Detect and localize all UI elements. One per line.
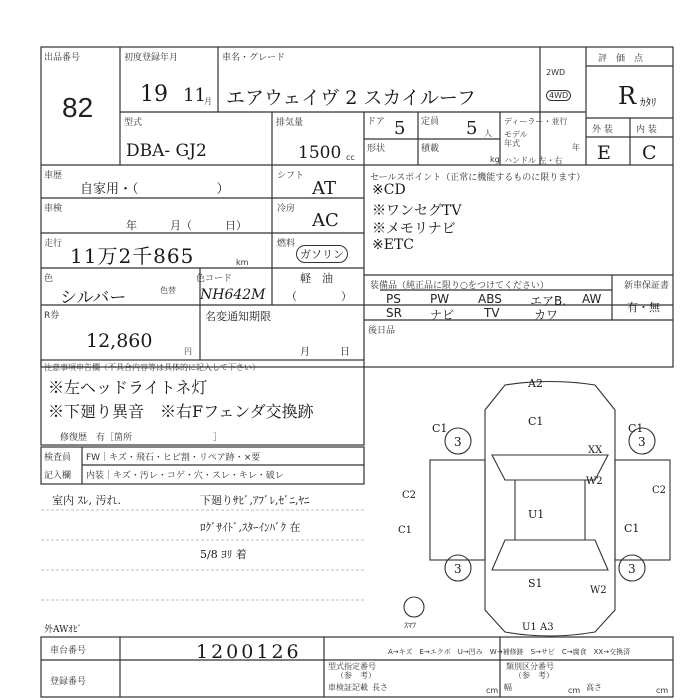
category-label: 類別区分番号 [506, 662, 554, 671]
diagram-mark-c1-top: C1 [528, 415, 544, 428]
rating-note: ｶﾀﾘ [640, 96, 657, 109]
aircon-label: 冷房 [277, 204, 296, 214]
inspector-label-1: 検査員 [44, 453, 72, 463]
color-code-label: 色コード [196, 274, 233, 284]
load-label: 積載 [421, 144, 440, 154]
ref-label-2: （参 考） [514, 671, 554, 680]
length-label: 長さ [372, 683, 388, 692]
model-year-label: モデル 年式 [504, 130, 528, 148]
fuel-paren: （ ） [286, 290, 352, 303]
inspector-note-right-1: 下廻りｻﾋﾞ,ｱﾌﾞﾚ,ｾﾞﾆ,ﾔﾆ [200, 494, 310, 507]
inspection-value: 年 月（ 日） [126, 219, 247, 232]
first-reg-month: 11 [183, 85, 206, 106]
capacity-value: 5 [466, 118, 478, 139]
diagram-mark-w2-lower: W2 [590, 585, 607, 596]
recycle-label: R券 [44, 311, 60, 321]
equip-abs: ABS [478, 292, 502, 306]
inspection-row-1: FW｜キズ・飛石・ヒビ割・リペア跡・×要 [86, 453, 261, 463]
dealer-label: ディーラー・並行 [504, 117, 568, 126]
drive-2wd: 2WD [546, 68, 566, 77]
displacement-unit: cc [346, 153, 355, 162]
inspector-note-left: 室内 ｽﾚ, 汚れ. [52, 494, 121, 507]
diagram-mark-3-fl: 3 [454, 435, 462, 449]
inspector-note-right-3: 5/8 ﾖﾘ 着 [200, 548, 247, 561]
exterior-grade: E [597, 142, 611, 164]
fuel-light: 軽 油 [300, 272, 333, 285]
shift-label: シフト [277, 171, 305, 181]
diagram-mark-c1-mid: C1 [624, 522, 640, 535]
notice-label: 名変通知期限 [205, 310, 271, 323]
exterior-label: 外 装 [592, 125, 613, 135]
height-cm: cm [656, 686, 669, 695]
width-label: 幅 [504, 683, 512, 692]
color-value: シルバー [60, 288, 127, 308]
equip-navi: ナビ [430, 308, 455, 322]
fuel-label: 燃料 [277, 239, 296, 249]
inspection-row-2: 内装｜キズ・汚レ・コゲ・穴・スレ・キレ・破レ [86, 471, 284, 481]
inspection-date-label: 車検証記載 [328, 683, 368, 692]
equip-airbag: エアB. [530, 294, 567, 308]
diagram-mark-c1-right: C1 [628, 422, 644, 435]
recycle-value: 12,860 [86, 330, 153, 352]
door-value: 5 [394, 118, 406, 139]
chassis-value: 1200126 [196, 641, 302, 663]
rating-label: 評 価 点 [598, 54, 644, 64]
drive-4wd-circled: 4WD [546, 90, 571, 101]
diagram-mark-s1: S1 [528, 577, 543, 590]
interior-label: 内 装 [636, 125, 657, 135]
diagram-mark-c2-left: C2 [402, 490, 417, 501]
length-cm: cm [486, 686, 499, 695]
car-name: エアウェイヴ 2 スカイルーフ [226, 87, 476, 109]
diagram-mark-u1-a3: U1 A3 [522, 622, 554, 633]
selling-point-1: ※CD [372, 182, 406, 198]
diagram-mark-c1-left-side: C1 [398, 525, 413, 536]
selling-points-label: セールスポイント（正常に機能するものに限ります） [370, 173, 586, 183]
rear-label: 後日品 [368, 326, 396, 336]
handle-label: ハンドル 左・右 [504, 156, 563, 165]
equip-leather: カワ [534, 308, 559, 322]
equip-ps: PS [386, 292, 401, 306]
diagram-mark-3-rr: 3 [628, 562, 636, 576]
displacement-label: 排気量 [276, 118, 304, 128]
equip-pw: PW [430, 292, 450, 306]
width-cm: cm [568, 686, 581, 695]
notes-label: 注意事項申告欄（不具合内容等は具体的に記入して下さい） [44, 363, 260, 372]
mileage-value: 11万2千865 [70, 244, 195, 268]
mileage-label: 走行 [44, 239, 63, 249]
mileage-unit: km [236, 258, 249, 267]
warranty-value: 有・無 [627, 301, 660, 314]
diagram-mark-3-fr: 3 [638, 435, 646, 449]
first-reg-label: 初度登録年月 [124, 53, 179, 63]
damage-legend: A→キズ E→エクボ U→凹み W→補修跡 S→サビ C→腐食 XX→交換済 [388, 648, 631, 656]
diagram-mark-w2-upper: W2 [586, 476, 603, 487]
car-name-label: 車名・グレード [222, 53, 286, 63]
type-designation-label: 型式指定番号 [328, 662, 376, 671]
notes-line-2: ※下廻り異音 ※右Fフェンダ交換跡 [48, 402, 314, 421]
load-unit: kg [490, 155, 500, 164]
door-label: ドア [367, 117, 385, 127]
color-label: 色 [44, 274, 54, 284]
equipment-label: 装備品（純正品に限り○をつけてください） [370, 281, 549, 291]
recycle-unit: 円 [184, 347, 192, 356]
rating-value: R [618, 82, 637, 110]
selling-point-2: ※ワンセグTV [372, 203, 462, 219]
height-label: 高さ [586, 683, 602, 692]
selling-point-4: ※ETC [372, 237, 414, 253]
lot-number: 82 [62, 92, 94, 123]
diagram-mark-3-rl: 3 [454, 562, 462, 576]
capacity-label: 定員 [421, 117, 440, 127]
notes-line-1: ※左ヘッドライトネ灯 [48, 378, 208, 397]
color-change-label: 色替 [160, 286, 176, 295]
model-label: 型式 [124, 118, 143, 128]
notice-value: 月 日 [300, 347, 350, 358]
history-value: 自家用・（ ） [80, 182, 230, 197]
diagram-mark-u1: U1 [528, 508, 545, 521]
equip-tv: TV [484, 306, 500, 320]
footer-small-note: 外AWｵﾋﾞ [44, 625, 82, 635]
selling-point-3: ※メモリナビ [372, 221, 456, 237]
diagram-mark-xx: XX [588, 445, 603, 456]
fuel-gas-circled: ガソリン [296, 245, 348, 263]
chassis-label: 車台番号 [50, 646, 87, 656]
ref-label: （参 考） [336, 671, 376, 680]
shift-value: AT [312, 178, 337, 199]
shape-label: 形状 [367, 144, 386, 154]
interior-grade: C [642, 142, 657, 164]
equip-sr: SR [386, 306, 402, 320]
diagram-mark-c1-left: C1 [432, 422, 448, 435]
tire-note: ｽﾏﾌ [404, 621, 416, 630]
diagram-mark-c2-right: C2 [652, 485, 667, 496]
first-reg-year: 19 [140, 82, 168, 107]
diagram-mark-a2: A2 [528, 377, 543, 390]
displacement-value: 1500 [298, 143, 342, 163]
registration-label: 登録番号 [50, 677, 87, 687]
model-value: DBA- GJ2 [126, 141, 207, 161]
history-label: 車歴 [44, 171, 63, 181]
lot-label: 出品番号 [44, 53, 81, 63]
inspection-label: 車検 [44, 204, 63, 214]
inspector-note-right-2: ﾛｸﾞｻｲﾄﾞ,ｽﾀｰｲﾝﾊﾞｸ 在 [200, 521, 301, 534]
warranty-label: 新車保証書 [624, 281, 670, 291]
inspector-label-2: 記入欄 [44, 471, 72, 481]
model-year-unit: 年 [572, 143, 580, 152]
aircon-value: AC [312, 210, 339, 231]
equip-aw: AW [582, 292, 602, 306]
first-reg-month-unit: 月 [204, 97, 212, 106]
capacity-unit: 人 [484, 129, 492, 138]
color-code-value: NH642M [200, 287, 266, 303]
repair-history: 修復歴 有［箇所 ］ [60, 433, 223, 443]
